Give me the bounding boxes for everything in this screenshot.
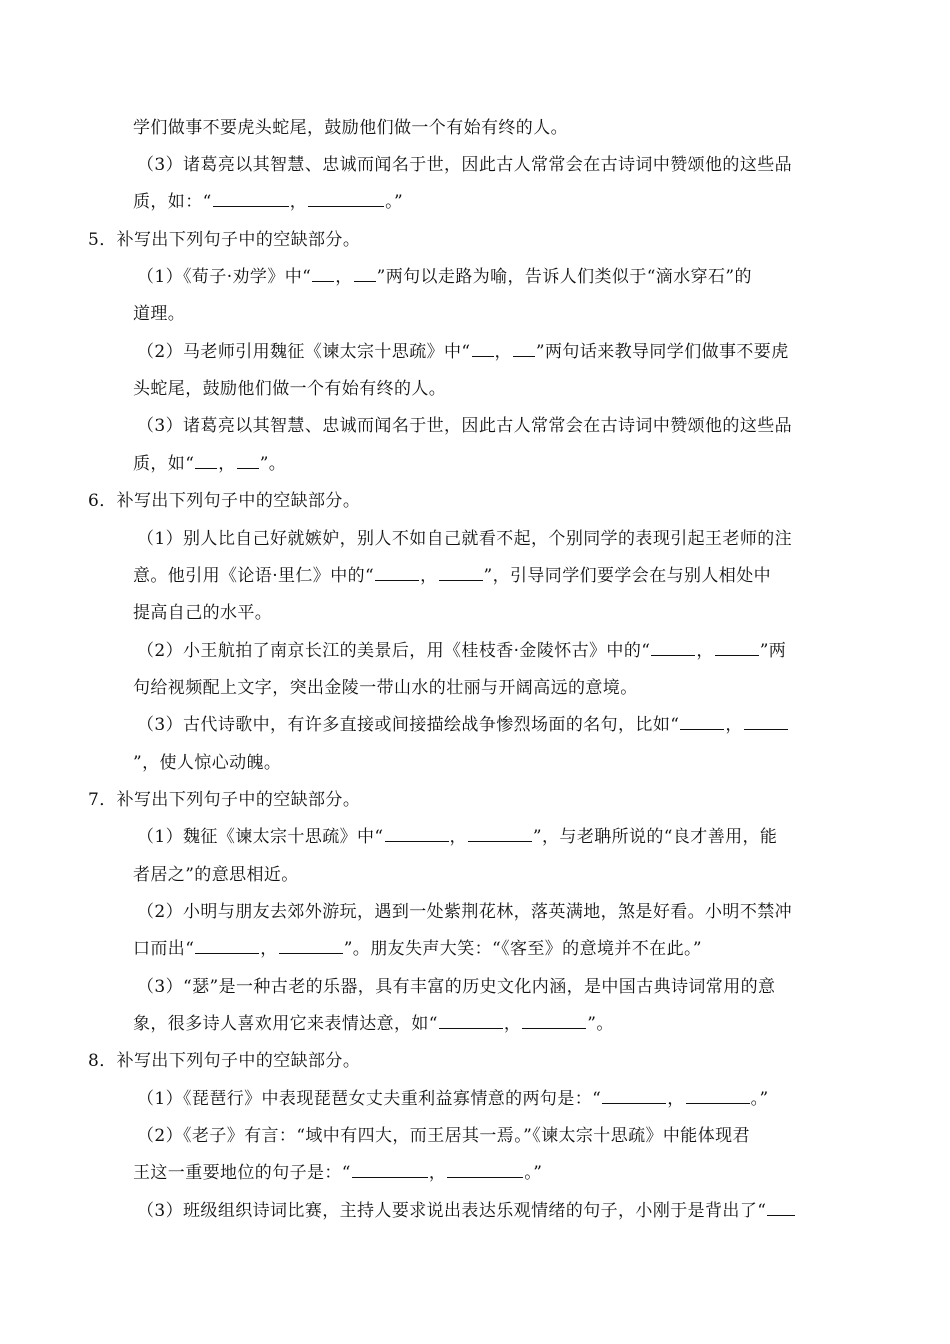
- answer-blank[interactable]: [447, 1161, 523, 1178]
- answer-blank[interactable]: [312, 265, 334, 282]
- q7-item-3-line-1: [137, 975, 775, 999]
- answer-blank[interactable]: [195, 937, 259, 954]
- q6-item-1-line-3: [133, 601, 272, 625]
- answer-blank[interactable]: [439, 564, 483, 581]
- text: 者居之”的意思相近。: [133, 865, 299, 885]
- q6-item-1-line-2: [133, 564, 771, 588]
- q6-item-3-line-1: [137, 713, 789, 737]
- text: 口而出“: [133, 939, 195, 959]
- answer-blank[interactable]: [308, 190, 384, 207]
- text: （3）诸葛亮以其智慧、忠诚而闻名于世，因此古人常常会在古诗词中赞颂他的这些品: [137, 416, 793, 436]
- text: 头蛇尾，鼓励他们做一个有始有终的人。: [133, 379, 447, 399]
- q6-item-2-line-2: [133, 676, 638, 700]
- q5-item-1-line-2: [133, 302, 185, 326]
- text: 句给视频配上文字，突出金陵一带山水的壮丽与开阔高远的意境。: [133, 678, 638, 698]
- answer-blank[interactable]: [602, 1087, 666, 1104]
- text: （1）《荀子·劝学》中“: [137, 267, 312, 287]
- q5-item-2-line-1: [137, 340, 789, 364]
- answer-blank[interactable]: [680, 713, 724, 730]
- answer-blank[interactable]: [513, 340, 535, 357]
- text: ”。朋友失声大笑：“《客至》的意境并不在此。”: [343, 939, 702, 959]
- text: 学们做事不要虎头蛇尾，鼓励他们做一个有始有终的人。: [133, 118, 568, 138]
- text: 道理。: [133, 304, 186, 324]
- q5-item-3-line-1: [137, 414, 792, 438]
- q7-item-2-line-1: [137, 900, 792, 924]
- answer-blank[interactable]: [213, 190, 289, 207]
- q6-item-1-line-1: [137, 527, 792, 551]
- text: ，: [428, 1163, 447, 1183]
- text: ”。: [587, 1014, 614, 1034]
- text: 意。他引用《论语·里仁》中的“: [133, 566, 375, 586]
- text: （2）《老子》有言：“域中有四大，而王居其一焉。”《谏太宗十思疏》中能体现君: [137, 1126, 750, 1146]
- text: （3）“瑟”是一种古老的乐器，具有丰富的历史文化内涵，是中国古典诗词常用的意: [137, 977, 776, 997]
- q7-item-1-line-2: [133, 863, 299, 887]
- q7-item-3-line-2: [133, 1012, 614, 1036]
- text: ，: [667, 1089, 685, 1109]
- text: ，: [420, 566, 438, 586]
- answer-blank[interactable]: [237, 452, 259, 469]
- text: （2）小王航拍了南京长江的美景后，用《桂枝香·金陵怀古》中的“: [137, 641, 651, 661]
- q6-item-3-line-2: [133, 751, 281, 775]
- text: 王这一重要地位的句子是：“: [133, 1163, 351, 1183]
- text: ”，引导同学们要学会在与别人相处中: [483, 566, 772, 586]
- question-number: 7．: [88, 790, 117, 810]
- question-title: 补写出下列句子中的空缺部分。: [116, 1051, 361, 1071]
- question-number: 5．: [88, 230, 117, 250]
- continuation-item-3-line-2: [133, 190, 403, 214]
- text: 质，如：“: [133, 192, 212, 212]
- answer-blank[interactable]: [354, 265, 376, 282]
- answer-blank[interactable]: [279, 937, 343, 954]
- text: ”两句以走路为喻，告诉人们类似于“滴水穿石”的: [376, 267, 752, 287]
- question-number: 6．: [88, 491, 117, 511]
- text: （3）诸葛亮以其智慧、忠诚而闻名于世，因此古人常常会在古诗词中赞颂他的这些品: [137, 155, 793, 175]
- text: ，: [725, 715, 743, 735]
- q5-item-3-line-2: [133, 452, 286, 476]
- question-title: 补写出下列句子中的空缺部分。: [116, 230, 361, 250]
- answer-blank[interactable]: [352, 1161, 428, 1178]
- answer-blank[interactable]: [385, 825, 449, 842]
- text: ，: [218, 454, 236, 474]
- answer-blank[interactable]: [195, 452, 217, 469]
- text: （1）别人比自己好就嫉妒，别人不如自己就看不起，个别同学的表现引起王老师的注: [137, 529, 793, 549]
- text: （1）魏征《谏太宗十思疏》中“: [137, 827, 384, 847]
- text: ，: [494, 342, 512, 362]
- text: 提高自己的水平。: [133, 603, 273, 623]
- continuation-item-3-line-1: [137, 153, 792, 177]
- q8-item-2-line-1: [137, 1124, 750, 1148]
- answer-blank[interactable]: [468, 825, 532, 842]
- text: ，: [260, 939, 278, 959]
- text: ，: [289, 192, 308, 212]
- question-7-heading: [88, 788, 360, 812]
- answer-blank[interactable]: [651, 639, 695, 656]
- text: 象，很多诗人喜欢用它来表情达意，如“: [133, 1014, 438, 1034]
- text: ”。: [259, 454, 287, 474]
- text: （2）马老师引用魏征《谏太宗十思疏》中“: [137, 342, 471, 362]
- text: ”，与老聃所说的“良才善用，能: [532, 827, 778, 847]
- q5-item-2-line-2: [133, 377, 446, 401]
- text: ，: [503, 1014, 522, 1034]
- answer-blank[interactable]: [767, 1199, 795, 1216]
- answer-blank[interactable]: [522, 1012, 586, 1029]
- text: （3）班级组织诗词比赛，主持人要求说出表达乐观情绪的句子，小刚于是背出了“: [137, 1201, 767, 1221]
- answer-blank[interactable]: [375, 564, 419, 581]
- question-5-heading: [88, 228, 360, 252]
- question-title: 补写出下列句子中的空缺部分。: [116, 491, 361, 511]
- text: （3）古代诗歌中，有许多直接或间接描绘战争惨烈场面的名句，比如“: [137, 715, 680, 735]
- q8-item-3-line-1: [137, 1199, 796, 1223]
- text: ”，使人惊心动魄。: [133, 753, 282, 773]
- question-title: 补写出下列句子中的空缺部分。: [116, 790, 361, 810]
- text: ，: [696, 641, 714, 661]
- text: （2）小明与朋友去郊外游玩，遇到一处紫荆花林，落英满地，煞是好看。小明不禁冲: [137, 902, 793, 922]
- answer-blank[interactable]: [686, 1087, 750, 1104]
- question-6-heading: [88, 489, 360, 513]
- text: ，: [335, 267, 353, 287]
- text: 。”: [750, 1089, 769, 1109]
- answer-blank[interactable]: [439, 1012, 503, 1029]
- text: ，: [449, 827, 467, 847]
- question-number: 8．: [88, 1051, 117, 1071]
- q6-item-2-line-1: [137, 639, 786, 663]
- text: ”两: [759, 641, 787, 661]
- answer-blank[interactable]: [715, 639, 759, 656]
- answer-blank[interactable]: [744, 713, 788, 730]
- text: （1）《琵琶行》中表现琵琶女丈夫重利益寡情意的两句是：“: [137, 1089, 602, 1109]
- text: 。”: [524, 1163, 543, 1183]
- text: 质，如“: [133, 454, 195, 474]
- q8-item-2-line-2: [133, 1161, 542, 1185]
- answer-blank[interactable]: [472, 340, 494, 357]
- q8-item-1-line-1: [137, 1087, 769, 1111]
- text: ”两句话来教导同学们做事不要虎: [535, 342, 789, 362]
- q5-item-1-line-1: [137, 265, 752, 289]
- q7-item-1-line-1: [137, 825, 777, 849]
- text: 。”: [385, 192, 404, 212]
- continuation-line: [133, 116, 568, 140]
- question-8-heading: [88, 1049, 360, 1073]
- q7-item-2-line-2: [133, 937, 702, 961]
